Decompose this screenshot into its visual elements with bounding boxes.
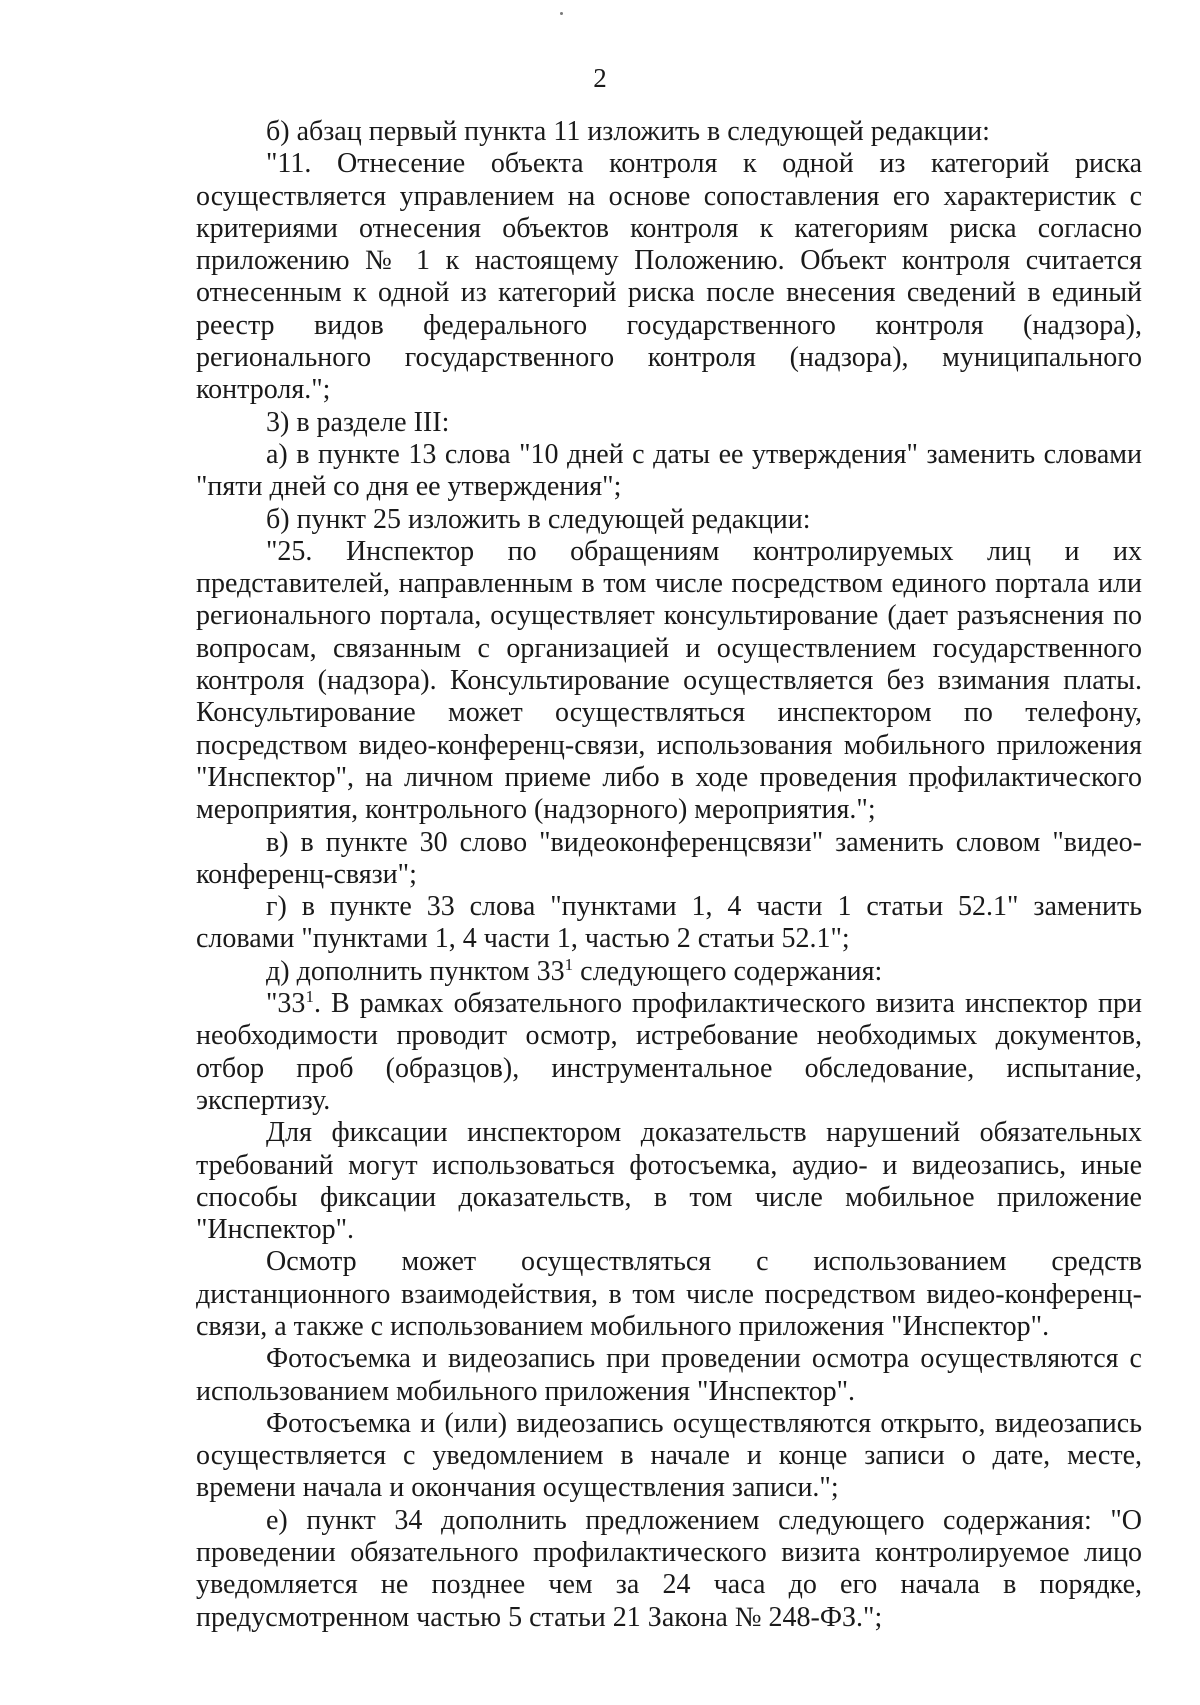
paragraph-item-d-33-1	[196, 956, 1142, 988]
paragraph-remote-inspection: Осмотр может осуществляться с использованием средств дистанционного взаимодействия, в том числе посредством видео-конференц-связи, а также с использованием мобильного приложения "Инспектор".	[196, 1246, 1142, 1342]
paragraph-item-e-34: е) пункт 34 дополнить предложением следующего содержания: "О проведении обязательного профилактического визита контролируемое лицо уведомляется не позднее чем за 24 часа до его начала в порядке, предусмотренном частью 5 статьи 21 Закона № 248-ФЗ.";	[196, 1504, 1142, 1633]
paragraph-item-b-11: б) абзац первый пункта 11 изложить в следующей редакции:	[266, 116, 990, 147]
paragraph-point-11: "11. Отнесение объекта контроля к одной из категорий риска осуществляется управлением на основе сопоставления его характеристик с критериями отнесения объектов контроля к категориям риска согласно приложению № 1 к настоящему Положению. Объект контроля считается отнесенным к одной из категорий риска после внесения сведений в единый реестр видов федерального государственного контроля (надзора), регионального государственного контроля (надзора), муниципального контроля.";	[196, 148, 1142, 406]
paragraph-item-b-25: б) пункт 25 изложить в следующей редакции:	[266, 503, 811, 535]
paragraph-photo-video: Фотосъемка и видеозапись при проведении осмотра осуществляются с использованием мобильного приложения "Инспектор".	[196, 1343, 1142, 1407]
paragraph-section-3: 3) в разделе III:	[266, 406, 450, 438]
text-run: . В рамках обязательного профилактического визита инспектор при необходимости проводит осмотр, истребование необходимых документов, отбор проб (образцов), инструментальное обследование, испытание, экспертизу.	[196, 988, 1142, 1116]
paragraph-item-v-30: в) в пункте 30 слово "видеоконференцсвязи" заменить словом "видео-конференц-связи";	[196, 826, 1142, 890]
superscript: 1	[564, 954, 574, 974]
paragraph-open-recording: Фотосъемка и (или) видеозапись осуществляются открыто, видеозапись осуществляется с уведомлением в начале и конце записи о дате, месте, времени начала и окончания осуществления записи.";	[196, 1407, 1142, 1504]
text-run: "33	[266, 988, 306, 1020]
superscript: 1	[305, 987, 314, 1007]
paragraph-item-g-33: г) в пункте 33 слова "пунктами 1, 4 части 1 статьи 52.1" заменить словами "пунктами 1, 4 части 1, частью 2 статьи 52.1";	[196, 891, 1142, 955]
paragraph-point-33-1	[196, 988, 1142, 1117]
scan-speck	[560, 12, 563, 15]
paragraph-item-a-13: а) в пункте 13 слова "10 дней с даты ее утверждения" заменить словами "пяти дней со дня ее утверждения";	[196, 438, 1142, 503]
paragraph-evidence-fixation: Для фиксации инспектором доказательств нарушений обязательных требований могут использоваться фотосъемка, аудио- и видеозапись, иные способы фиксации доказательств, в том числе мобильное приложение "Инспектор".	[196, 1117, 1142, 1246]
paragraph-point-25: "25. Инспектор по обращениям контролируемых лиц и их представителей, направленным в том числе посредством единого портала или регионального портала, осуществляет консультирование (дает разъяснения по вопросам, связанным с организацией и осуществлением государственного контроля (надзора). Консультирование осуществляется без взимания платы. Консультирование может осуществляться инспектором по телефону, посредством видео-конференц-связи, использования мобильного приложения "Инспектор", на личном приеме либо в ходе проведения профилактического мероприятия, контрольного (надзорного) мероприятия.";	[196, 535, 1142, 826]
document-body	[196, 116, 1142, 1634]
text-run: следующего содержания:	[573, 955, 883, 987]
page-number: 2	[593, 63, 607, 93]
text-run: д) дополнить пунктом 33	[266, 955, 565, 987]
